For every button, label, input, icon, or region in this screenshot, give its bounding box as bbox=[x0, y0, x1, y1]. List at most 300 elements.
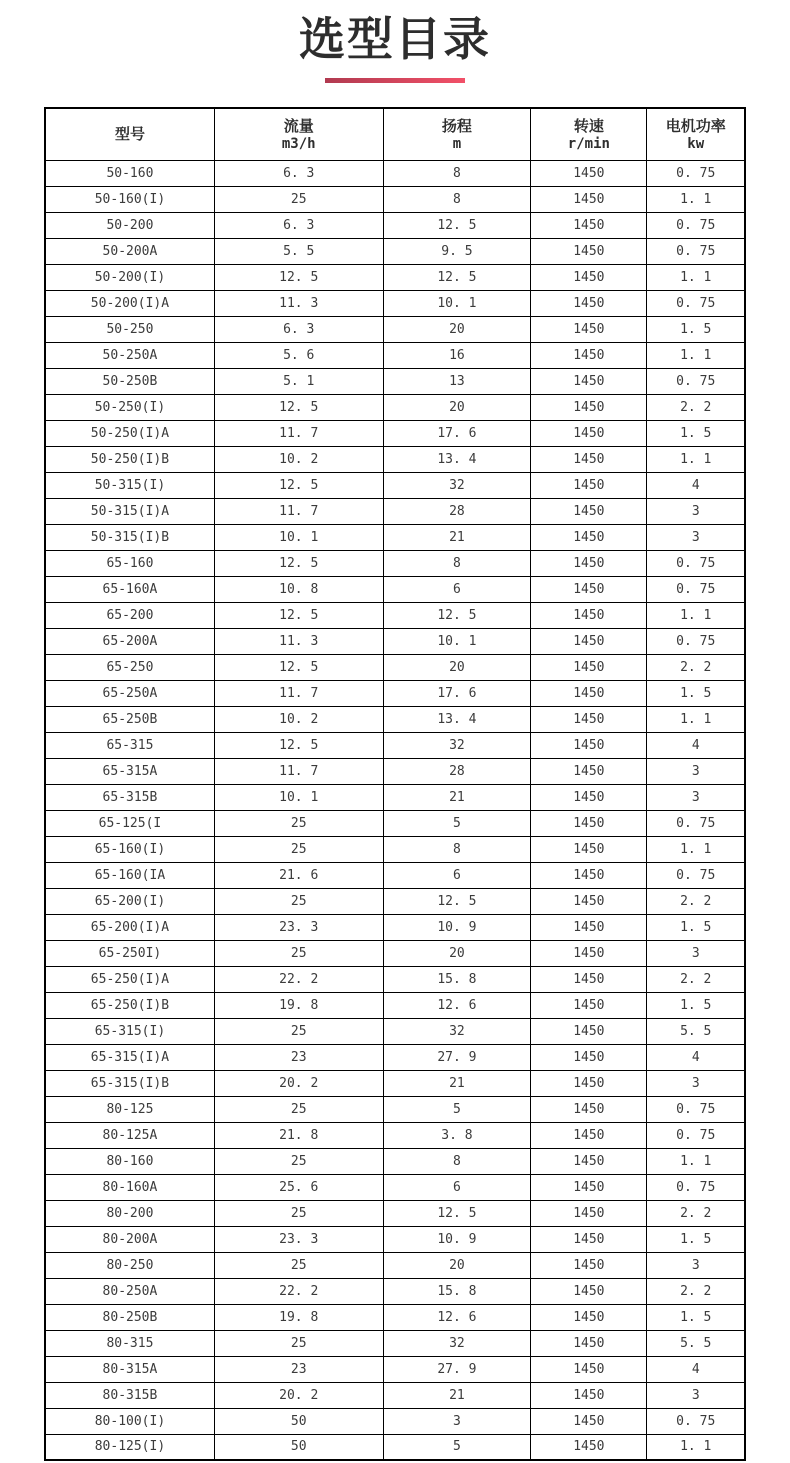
table-cell: 6. 3 bbox=[214, 316, 383, 342]
table-cell: 5 bbox=[383, 1096, 531, 1122]
table-cell: 19. 8 bbox=[214, 992, 383, 1018]
table-row bbox=[45, 264, 745, 290]
table-body bbox=[45, 160, 745, 1460]
table-row bbox=[45, 862, 745, 888]
table-cell: 12. 5 bbox=[383, 888, 531, 914]
table-cell: 80-250 bbox=[45, 1252, 214, 1278]
table-cell: 11. 7 bbox=[214, 758, 383, 784]
table-cell: 1450 bbox=[531, 1044, 647, 1070]
table-row bbox=[45, 680, 745, 706]
table-cell: 20 bbox=[383, 394, 531, 420]
table-cell: 10. 2 bbox=[214, 706, 383, 732]
table-row bbox=[45, 732, 745, 758]
table-cell: 80-315 bbox=[45, 1330, 214, 1356]
table-cell: 21. 8 bbox=[214, 1122, 383, 1148]
header-speed-unit: r/min bbox=[567, 135, 610, 152]
table-cell: 1450 bbox=[531, 862, 647, 888]
table-cell: 0. 75 bbox=[647, 160, 745, 186]
table-cell: 1450 bbox=[531, 628, 647, 654]
table-cell: 0. 75 bbox=[647, 290, 745, 316]
table-cell: 2. 2 bbox=[647, 654, 745, 680]
table-row bbox=[45, 212, 745, 238]
table-cell: 12. 5 bbox=[383, 602, 531, 628]
table-cell: 1450 bbox=[531, 524, 647, 550]
table-cell: 1450 bbox=[531, 472, 647, 498]
table-cell: 12. 5 bbox=[214, 602, 383, 628]
table-cell: 20 bbox=[383, 1252, 531, 1278]
table-cell: 25 bbox=[214, 888, 383, 914]
table-cell: 65-315A bbox=[45, 758, 214, 784]
table-cell: 0. 75 bbox=[647, 368, 745, 394]
table-row bbox=[45, 186, 745, 212]
table-cell: 5. 5 bbox=[214, 238, 383, 264]
table-cell: 1450 bbox=[531, 1226, 647, 1252]
table-row bbox=[45, 1252, 745, 1278]
table-cell: 1450 bbox=[531, 498, 647, 524]
table-cell: 1. 1 bbox=[647, 1434, 745, 1460]
table-cell: 13. 4 bbox=[383, 706, 531, 732]
table-cell: 6 bbox=[383, 1174, 531, 1200]
table-row bbox=[45, 654, 745, 680]
table-cell: 28 bbox=[383, 498, 531, 524]
header-head bbox=[383, 108, 531, 160]
table-cell: 1. 5 bbox=[647, 680, 745, 706]
table-cell: 32 bbox=[383, 1330, 531, 1356]
table-cell: 50-250(I) bbox=[45, 394, 214, 420]
table-cell: 15. 8 bbox=[383, 1278, 531, 1304]
table-row bbox=[45, 524, 745, 550]
table-cell: 65-160A bbox=[45, 576, 214, 602]
table-cell: 22. 2 bbox=[214, 1278, 383, 1304]
table-row bbox=[45, 498, 745, 524]
table-cell: 10. 9 bbox=[383, 1226, 531, 1252]
table-cell: 1. 5 bbox=[647, 914, 745, 940]
table-cell: 65-315(I)B bbox=[45, 1070, 214, 1096]
table-cell: 11. 3 bbox=[214, 628, 383, 654]
table-row bbox=[45, 966, 745, 992]
table-cell: 27. 9 bbox=[383, 1356, 531, 1382]
selection-catalog-table bbox=[44, 107, 746, 1461]
table-cell: 11. 3 bbox=[214, 290, 383, 316]
table-row bbox=[45, 160, 745, 186]
table-cell: 65-160(IA bbox=[45, 862, 214, 888]
table-row bbox=[45, 758, 745, 784]
table-cell: 0. 75 bbox=[647, 212, 745, 238]
table-cell: 1450 bbox=[531, 212, 647, 238]
table-cell: 12. 5 bbox=[214, 472, 383, 498]
table-cell: 20 bbox=[383, 940, 531, 966]
table-row bbox=[45, 394, 745, 420]
table-row bbox=[45, 914, 745, 940]
table-cell: 23 bbox=[214, 1044, 383, 1070]
table-cell: 2. 2 bbox=[647, 1278, 745, 1304]
table-cell: 65-250 bbox=[45, 654, 214, 680]
table-cell: 11. 7 bbox=[214, 498, 383, 524]
table-cell: 50-315(I)B bbox=[45, 524, 214, 550]
table-cell: 1450 bbox=[531, 238, 647, 264]
table-row bbox=[45, 1018, 745, 1044]
table-row bbox=[45, 784, 745, 810]
table-cell: 1450 bbox=[531, 732, 647, 758]
table-cell: 0. 75 bbox=[647, 1174, 745, 1200]
table-cell: 65-160(I) bbox=[45, 836, 214, 862]
table-cell: 1450 bbox=[531, 290, 647, 316]
table-cell: 65-250I) bbox=[45, 940, 214, 966]
table-cell: 1450 bbox=[531, 394, 647, 420]
table-cell: 5. 6 bbox=[214, 342, 383, 368]
table-cell: 3 bbox=[647, 524, 745, 550]
table-cell: 80-125(I) bbox=[45, 1434, 214, 1460]
table-cell: 8 bbox=[383, 1148, 531, 1174]
table-row bbox=[45, 1408, 745, 1434]
table-cell: 80-100(I) bbox=[45, 1408, 214, 1434]
table-cell: 3 bbox=[647, 784, 745, 810]
header-flow-unit: m3/h bbox=[281, 135, 316, 152]
header-flow bbox=[214, 108, 383, 160]
table-row bbox=[45, 888, 745, 914]
table-cell: 23. 3 bbox=[214, 914, 383, 940]
header-head-unit: m bbox=[452, 135, 462, 152]
table-row bbox=[45, 602, 745, 628]
header-flow-label: 流量 bbox=[283, 116, 314, 135]
table-cell: 25 bbox=[214, 1096, 383, 1122]
table-cell: 21 bbox=[383, 524, 531, 550]
table-cell: 1. 1 bbox=[647, 264, 745, 290]
table-cell: 3 bbox=[383, 1408, 531, 1434]
table-cell: 1450 bbox=[531, 446, 647, 472]
table-cell: 12. 6 bbox=[383, 992, 531, 1018]
table-cell: 4 bbox=[647, 1356, 745, 1382]
table-cell: 65-250(I)A bbox=[45, 966, 214, 992]
table-cell: 2. 2 bbox=[647, 888, 745, 914]
table-cell: 10. 8 bbox=[214, 576, 383, 602]
header-speed-label: 转速 bbox=[573, 116, 604, 135]
table-cell: 1450 bbox=[531, 602, 647, 628]
table-cell: 19. 8 bbox=[214, 1304, 383, 1330]
table-cell: 27. 9 bbox=[383, 1044, 531, 1070]
table-cell: 25 bbox=[214, 1252, 383, 1278]
table-row bbox=[45, 992, 745, 1018]
table-cell: 1. 1 bbox=[647, 602, 745, 628]
table-cell: 4 bbox=[647, 472, 745, 498]
table-row bbox=[45, 940, 745, 966]
table-cell: 3 bbox=[647, 940, 745, 966]
table-cell: 1450 bbox=[531, 264, 647, 290]
table-cell: 12. 5 bbox=[214, 654, 383, 680]
table-cell: 80-200 bbox=[45, 1200, 214, 1226]
table-row bbox=[45, 472, 745, 498]
title-block bbox=[0, 0, 790, 83]
table-cell: 15. 8 bbox=[383, 966, 531, 992]
table-cell: 50-250 bbox=[45, 316, 214, 342]
table-cell: 32 bbox=[383, 472, 531, 498]
table-cell: 10. 1 bbox=[383, 628, 531, 654]
table-cell: 0. 75 bbox=[647, 862, 745, 888]
table-cell: 10. 1 bbox=[214, 524, 383, 550]
table-cell: 1450 bbox=[531, 706, 647, 732]
table-cell: 2. 2 bbox=[647, 1200, 745, 1226]
header-model bbox=[45, 108, 214, 160]
table-cell: 1450 bbox=[531, 1356, 647, 1382]
table-cell: 10. 1 bbox=[214, 784, 383, 810]
table-cell: 1. 5 bbox=[647, 1226, 745, 1252]
table-cell: 1450 bbox=[531, 368, 647, 394]
table-cell: 50-200(I)A bbox=[45, 290, 214, 316]
table-cell: 65-315(I) bbox=[45, 1018, 214, 1044]
page-title: 选型目录 bbox=[299, 12, 491, 66]
table-row bbox=[45, 628, 745, 654]
table-cell: 12. 5 bbox=[214, 550, 383, 576]
table-cell: 21 bbox=[383, 1382, 531, 1408]
table-cell: 0. 75 bbox=[647, 628, 745, 654]
table-cell: 32 bbox=[383, 1018, 531, 1044]
table-cell: 1450 bbox=[531, 1148, 647, 1174]
table-cell: 6. 3 bbox=[214, 212, 383, 238]
table-cell: 25 bbox=[214, 1148, 383, 1174]
table-cell: 50-160 bbox=[45, 160, 214, 186]
table-cell: 50-250(I)A bbox=[45, 420, 214, 446]
table-cell: 50-200 bbox=[45, 212, 214, 238]
table-row bbox=[45, 1174, 745, 1200]
table-cell: 65-315B bbox=[45, 784, 214, 810]
table-cell: 23. 3 bbox=[214, 1226, 383, 1252]
table-row bbox=[45, 1434, 745, 1460]
table-cell: 1450 bbox=[531, 966, 647, 992]
table-row bbox=[45, 238, 745, 264]
table-cell: 50-250(I)B bbox=[45, 446, 214, 472]
title-underline bbox=[325, 78, 465, 83]
table-cell: 8 bbox=[383, 550, 531, 576]
header-power-unit: kw bbox=[687, 135, 705, 152]
table-cell: 1450 bbox=[531, 186, 647, 212]
table-cell: 13 bbox=[383, 368, 531, 394]
table-row bbox=[45, 550, 745, 576]
table-cell: 65-160 bbox=[45, 550, 214, 576]
table-cell: 80-315B bbox=[45, 1382, 214, 1408]
table-cell: 12. 5 bbox=[214, 264, 383, 290]
table-row bbox=[45, 576, 745, 602]
table-cell: 21 bbox=[383, 784, 531, 810]
table-cell: 9. 5 bbox=[383, 238, 531, 264]
table-cell: 80-250B bbox=[45, 1304, 214, 1330]
table-cell: 1450 bbox=[531, 680, 647, 706]
table-row bbox=[45, 1278, 745, 1304]
table-row bbox=[45, 316, 745, 342]
table-cell: 3 bbox=[647, 1252, 745, 1278]
table-row bbox=[45, 446, 745, 472]
header-row bbox=[45, 108, 745, 160]
table-cell: 25 bbox=[214, 1330, 383, 1356]
table-cell: 6 bbox=[383, 862, 531, 888]
table-cell: 1450 bbox=[531, 914, 647, 940]
table-cell: 80-160 bbox=[45, 1148, 214, 1174]
header-model-label: 型号 bbox=[114, 125, 145, 144]
table-cell: 32 bbox=[383, 732, 531, 758]
table-cell: 12. 6 bbox=[383, 1304, 531, 1330]
table-cell: 1450 bbox=[531, 1408, 647, 1434]
table-cell: 28 bbox=[383, 758, 531, 784]
table-cell: 20 bbox=[383, 654, 531, 680]
table-cell: 65-200A bbox=[45, 628, 214, 654]
table-cell: 25. 6 bbox=[214, 1174, 383, 1200]
table-cell: 21. 6 bbox=[214, 862, 383, 888]
table-cell: 1450 bbox=[531, 888, 647, 914]
table-header bbox=[45, 108, 745, 160]
table-cell: 6 bbox=[383, 576, 531, 602]
table-cell: 1. 5 bbox=[647, 992, 745, 1018]
table-cell: 8 bbox=[383, 160, 531, 186]
table-cell: 50-200(I) bbox=[45, 264, 214, 290]
table-cell: 50-250A bbox=[45, 342, 214, 368]
table-cell: 1450 bbox=[531, 160, 647, 186]
table-cell: 11. 7 bbox=[214, 420, 383, 446]
table-row bbox=[45, 836, 745, 862]
table-cell: 4 bbox=[647, 1044, 745, 1070]
table-cell: 20 bbox=[383, 316, 531, 342]
table-cell: 5 bbox=[383, 810, 531, 836]
table-row bbox=[45, 810, 745, 836]
table-cell: 25 bbox=[214, 1200, 383, 1226]
table-cell: 0. 75 bbox=[647, 576, 745, 602]
table-cell: 25 bbox=[214, 836, 383, 862]
table-cell: 23 bbox=[214, 1356, 383, 1382]
header-speed bbox=[531, 108, 647, 160]
table-cell: 65-250A bbox=[45, 680, 214, 706]
table-cell: 1450 bbox=[531, 1304, 647, 1330]
table-cell: 80-125 bbox=[45, 1096, 214, 1122]
table-cell: 1450 bbox=[531, 810, 647, 836]
table-cell: 4 bbox=[647, 732, 745, 758]
table-cell: 20. 2 bbox=[214, 1382, 383, 1408]
table-cell: 80-200A bbox=[45, 1226, 214, 1252]
table-row bbox=[45, 1226, 745, 1252]
table-cell: 65-200(I) bbox=[45, 888, 214, 914]
table-cell: 1. 5 bbox=[647, 1304, 745, 1330]
table-cell: 1450 bbox=[531, 940, 647, 966]
header-head-label: 扬程 bbox=[441, 116, 472, 135]
table-row bbox=[45, 1096, 745, 1122]
table-row bbox=[45, 1122, 745, 1148]
table-cell: 2. 2 bbox=[647, 394, 745, 420]
table-row bbox=[45, 1304, 745, 1330]
table-cell: 1450 bbox=[531, 1174, 647, 1200]
table-cell: 65-250(I)B bbox=[45, 992, 214, 1018]
table-cell: 80-125A bbox=[45, 1122, 214, 1148]
table-cell: 8 bbox=[383, 186, 531, 212]
table-cell: 0. 75 bbox=[647, 1122, 745, 1148]
table-row bbox=[45, 1356, 745, 1382]
table-cell: 50-250B bbox=[45, 368, 214, 394]
table-cell: 50-315(I)A bbox=[45, 498, 214, 524]
table-cell: 10. 9 bbox=[383, 914, 531, 940]
table-cell: 21 bbox=[383, 1070, 531, 1096]
table-cell: 1450 bbox=[531, 758, 647, 784]
table-cell: 5. 5 bbox=[647, 1330, 745, 1356]
table-cell: 13. 4 bbox=[383, 446, 531, 472]
table-cell: 1. 5 bbox=[647, 420, 745, 446]
table-cell: 1450 bbox=[531, 1330, 647, 1356]
table-row bbox=[45, 1070, 745, 1096]
table-cell: 1450 bbox=[531, 1382, 647, 1408]
table-cell: 65-315 bbox=[45, 732, 214, 758]
table-cell: 1450 bbox=[531, 1434, 647, 1460]
table-row bbox=[45, 1044, 745, 1070]
table-cell: 50-160(I) bbox=[45, 186, 214, 212]
table-cell: 0. 75 bbox=[647, 238, 745, 264]
table-row bbox=[45, 1382, 745, 1408]
table-cell: 50-315(I) bbox=[45, 472, 214, 498]
table-cell: 22. 2 bbox=[214, 966, 383, 992]
table-cell: 12. 5 bbox=[214, 732, 383, 758]
table-cell: 65-315(I)A bbox=[45, 1044, 214, 1070]
table-cell: 1450 bbox=[531, 1122, 647, 1148]
table-cell: 80-160A bbox=[45, 1174, 214, 1200]
header-power-label: 电机功率 bbox=[665, 116, 726, 135]
table-cell: 80-315A bbox=[45, 1356, 214, 1382]
table-cell: 1450 bbox=[531, 576, 647, 602]
table-cell: 1450 bbox=[531, 342, 647, 368]
table-cell: 25 bbox=[214, 186, 383, 212]
table-cell: 65-250B bbox=[45, 706, 214, 732]
table-cell: 0. 75 bbox=[647, 1096, 745, 1122]
table-row bbox=[45, 368, 745, 394]
table-row bbox=[45, 420, 745, 446]
table-cell: 1. 1 bbox=[647, 1148, 745, 1174]
table-cell: 12. 5 bbox=[383, 264, 531, 290]
table-cell: 1. 1 bbox=[647, 706, 745, 732]
table-cell: 65-125(I bbox=[45, 810, 214, 836]
table-cell: 1. 1 bbox=[647, 446, 745, 472]
table-row bbox=[45, 290, 745, 316]
table-row bbox=[45, 1148, 745, 1174]
table-cell: 1450 bbox=[531, 1200, 647, 1226]
table-cell: 17. 6 bbox=[383, 680, 531, 706]
table-cell: 50 bbox=[214, 1408, 383, 1434]
table-cell: 1450 bbox=[531, 992, 647, 1018]
table-cell: 1450 bbox=[531, 784, 647, 810]
table-cell: 16 bbox=[383, 342, 531, 368]
table-cell: 3. 8 bbox=[383, 1122, 531, 1148]
table-cell: 80-250A bbox=[45, 1278, 214, 1304]
table-cell: 50-200A bbox=[45, 238, 214, 264]
table-cell: 0. 75 bbox=[647, 1408, 745, 1434]
table-cell: 5. 1 bbox=[214, 368, 383, 394]
table-cell: 1450 bbox=[531, 836, 647, 862]
table-row bbox=[45, 1200, 745, 1226]
table-cell: 0. 75 bbox=[647, 810, 745, 836]
table-cell: 12. 5 bbox=[383, 212, 531, 238]
table-cell: 11. 7 bbox=[214, 680, 383, 706]
table-cell: 10. 1 bbox=[383, 290, 531, 316]
table-cell: 1450 bbox=[531, 1070, 647, 1096]
table-cell: 25 bbox=[214, 940, 383, 966]
table-cell: 25 bbox=[214, 810, 383, 836]
table-cell: 3 bbox=[647, 498, 745, 524]
table-cell: 1450 bbox=[531, 550, 647, 576]
table-cell: 25 bbox=[214, 1018, 383, 1044]
table-cell: 17. 6 bbox=[383, 420, 531, 446]
table-cell: 1. 1 bbox=[647, 186, 745, 212]
table-cell: 1450 bbox=[531, 316, 647, 342]
table-cell: 1450 bbox=[531, 420, 647, 446]
table-cell: 8 bbox=[383, 836, 531, 862]
table-cell: 3 bbox=[647, 758, 745, 784]
table-cell: 50 bbox=[214, 1434, 383, 1460]
table-cell: 12. 5 bbox=[383, 1200, 531, 1226]
table-cell: 1. 1 bbox=[647, 342, 745, 368]
table-cell: 65-200(I)A bbox=[45, 914, 214, 940]
table-cell: 65-200 bbox=[45, 602, 214, 628]
